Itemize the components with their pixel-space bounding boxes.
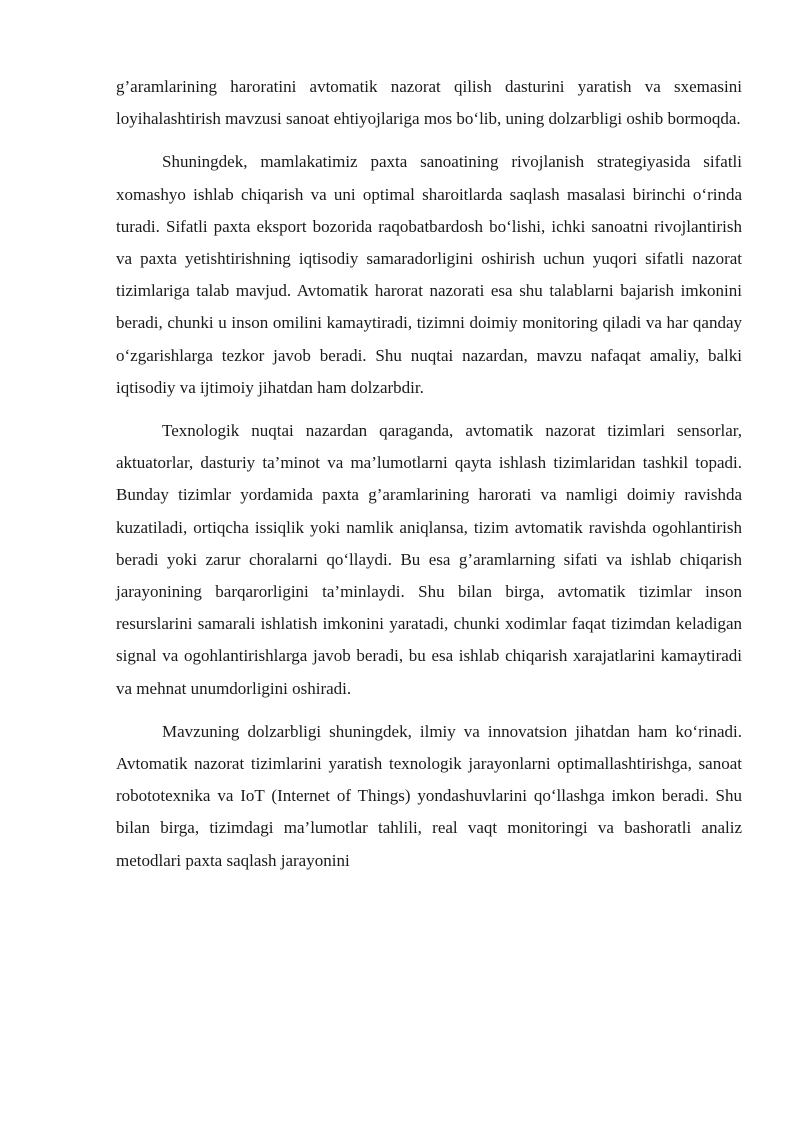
document-page — [116, 71, 742, 877]
paragraph-4: Mavzuning dolzarbligi shuningdek, ilmiy va innovatsion jihatdan ham ko‘rinadi. Avtomatik nazorat tizimlarini yaratish texnologik jarayonlarni optimallashtirishga, sanoat robototexnika va IoT (Internet of Things) yondashuvlarini qo‘llashga imkon beradi. Shu bilan birga, tizimdagi ma’lumotlar tahlili, real vaqt monitoringi va bashoratli analiz metodlari paxta saqlash jarayonini — [116, 721, 742, 870]
paragraph-2: Shuningdek, mamlakatimiz paxta sanoatining rivojlanish strategiyasida sifatli xomashyo ishlab chiqarish va uni optimal sharoitlarda saqlash masalasi birinchi o‘rinda turadi. Sifatli paxta eksport bozorida raqobatbardosh bo‘lishi, ichki sanoatni rivojlantirish va paxta yetishtirishning iqtisodiy samaradorligini oshirish uchun yuqori sifatli nazorat tizimlariga talab mavjud. Avtomatik harorat nazorati esa shu talablarni bajarish imkonini beradi, chunki u inson omilini kamaytiradi, tizimni doimiy monitoring qiladi va har qanday o‘zgarishlarga tezkor javob beradi. Shu nuqtai nazardan, mavzu nafaqat amaliy, balki iqtisodiy va ijtimoiy jihatdan ham dolzarbdir. — [116, 152, 742, 397]
paragraph-1: g’aramlarining haroratini avtomatik nazorat qilish dasturini yaratish va sxemasini loyihalashtirish mavzusi sanoat ehtiyojlariga mos bo‘lib, uning dolzarbligi oshib bormoqda. — [116, 77, 742, 129]
paragraph-3: Texnologik nuqtai nazardan qaraganda, avtomatik nazorat tizimlari sensorlar, aktuatorlar, dasturiy ta’minot va ma’lumotlarni qayta ishlash tizimlaridan tashkil topadi. Bunday tizimlar yordamida paxta g’aramlarining harorati va namligi doimiy ravishda kuzatiladi, ortiqcha issiqlik yoki namlik aniqlansa, tizim avtomatik ravishda ogohlantirish beradi yoki zarur choralarni qo‘llaydi. Bu esa g’aramlarning sifati va ishlab chiqarish jarayonining barqarorligini ta’minlaydi. Shu bilan birga, avtomatik tizimlar inson resurslarini samarali ishlatish imkonini yaratadi, chunki xodimlar faqat tizimdan keladigan signal va ogohlantirishlarga javob beradi, bu esa ishlab chiqarish xarajatlarini kamaytiradi va mehnat unumdorligini oshiradi. — [116, 421, 742, 698]
